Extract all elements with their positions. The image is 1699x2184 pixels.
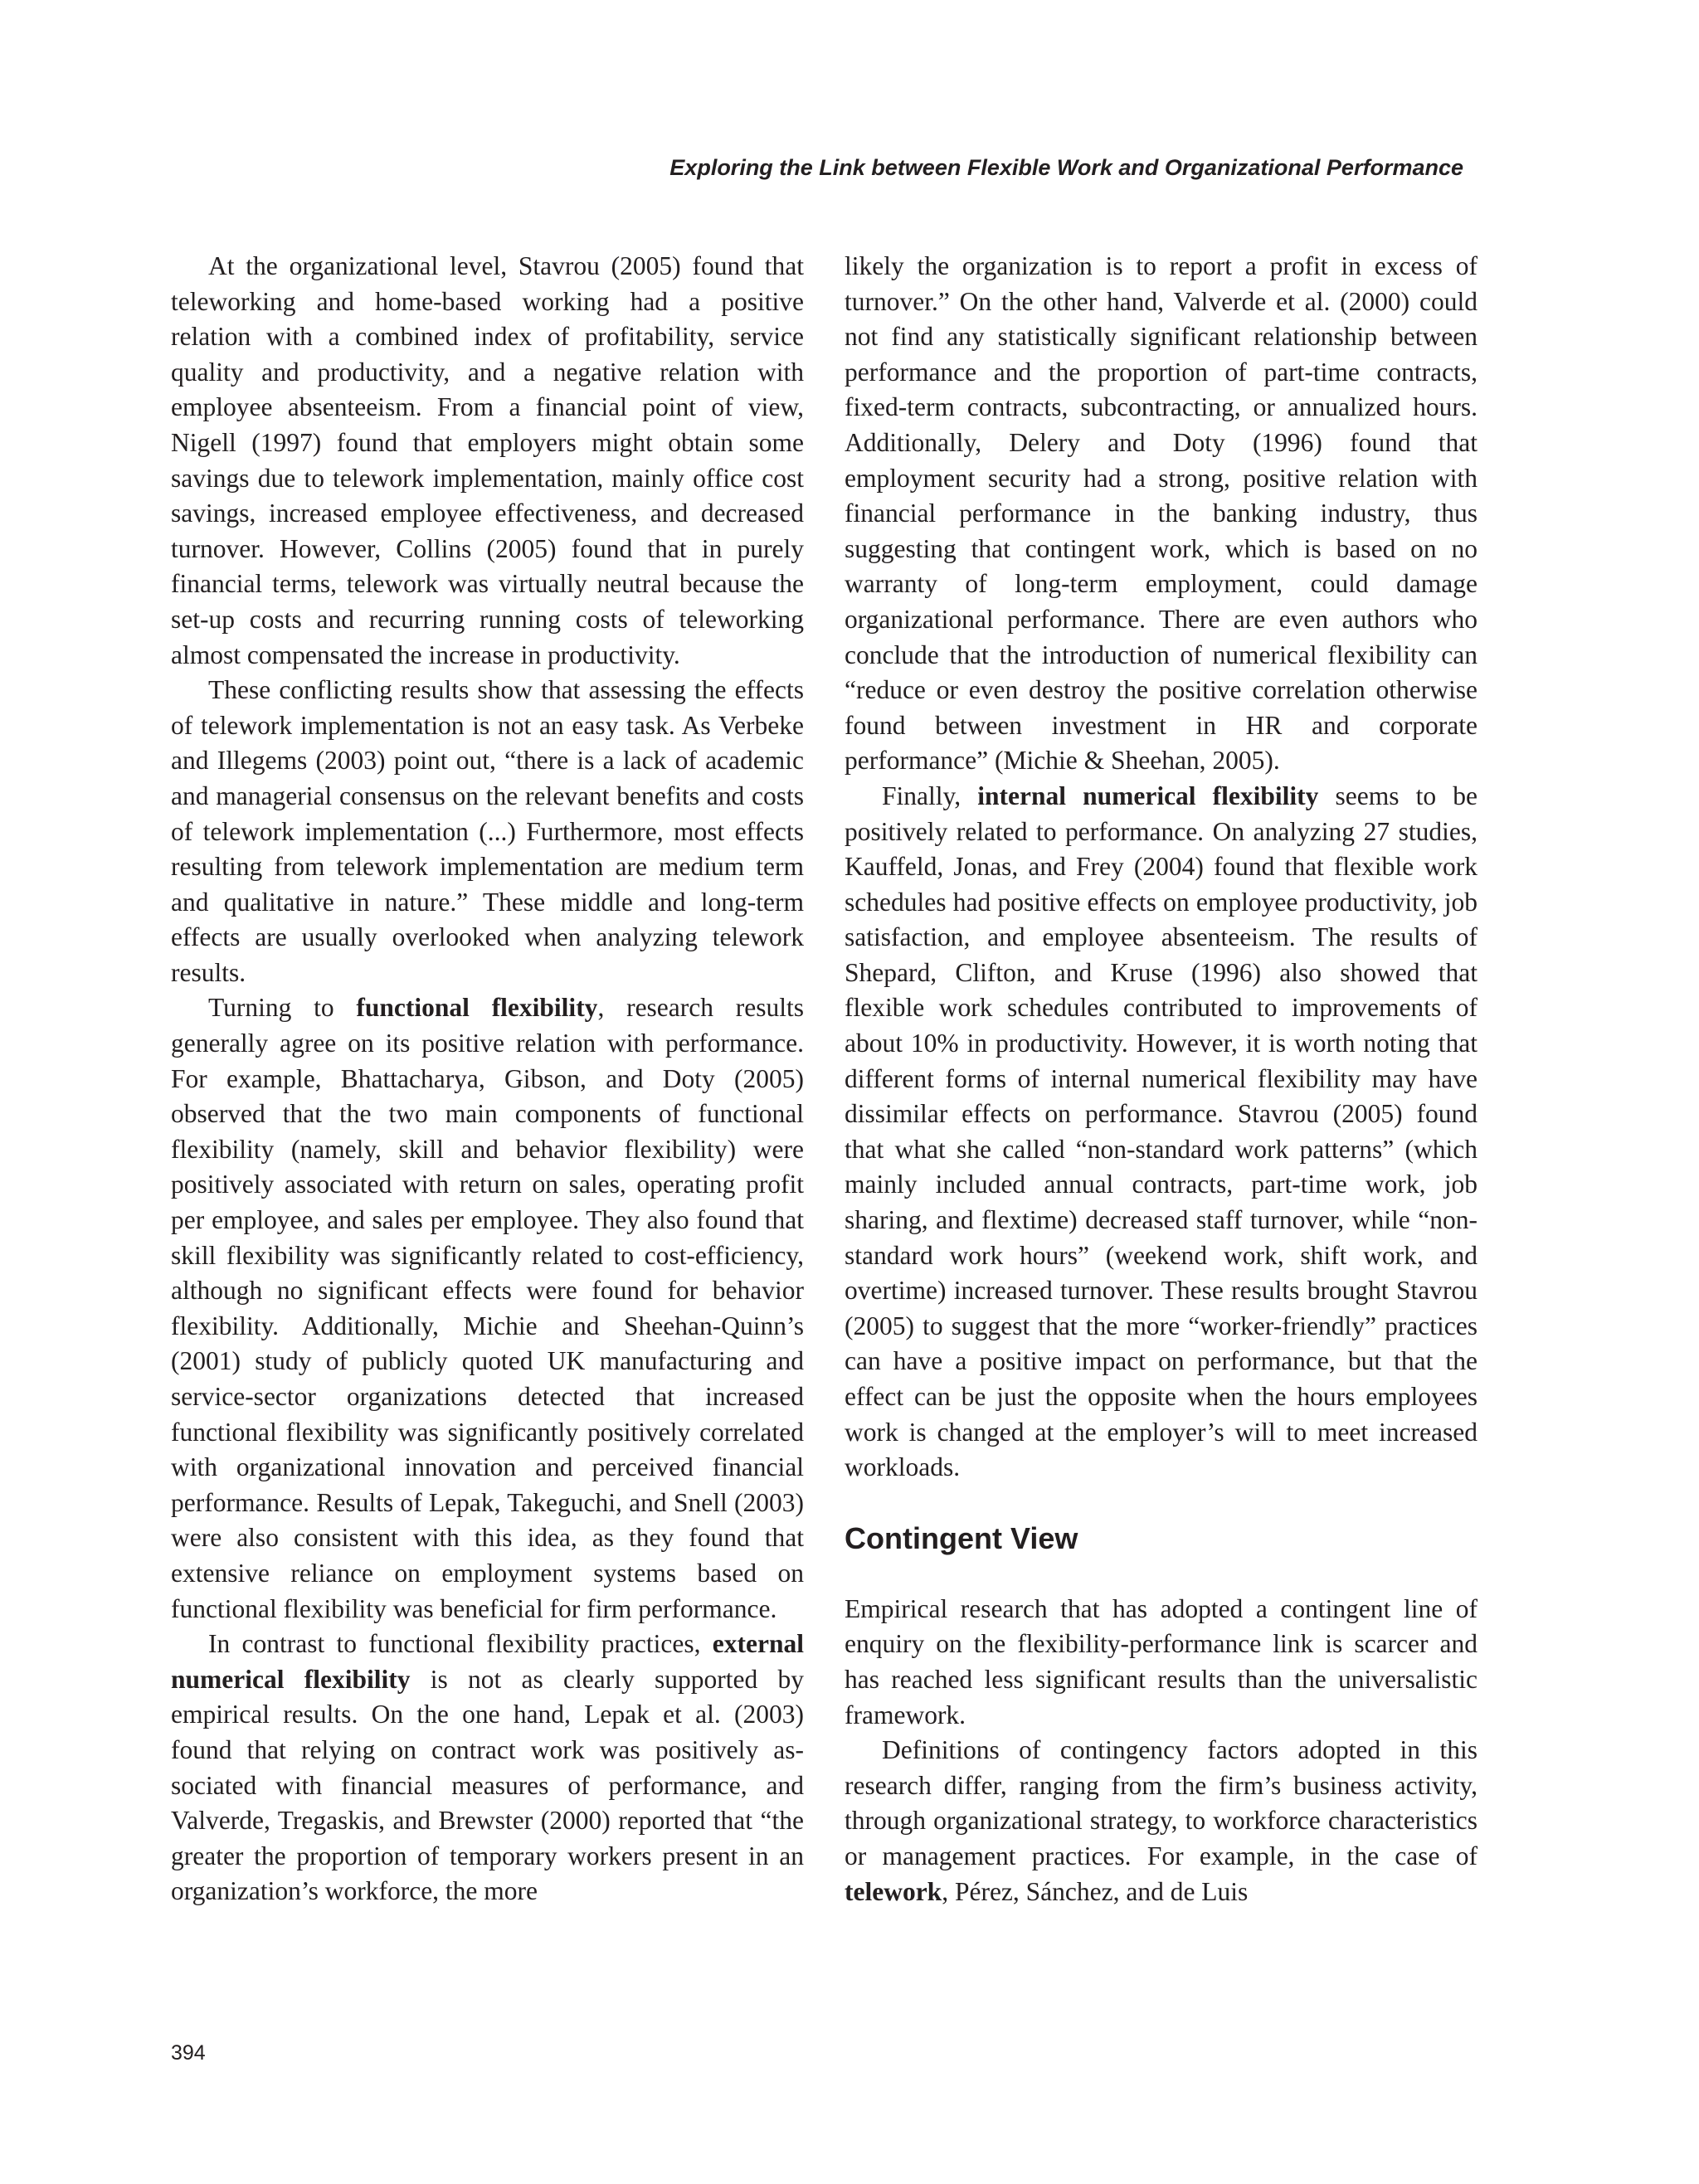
text-run: seems to be positively related to performance. On analyzing 27 studies, Kauffeld, Jonas, and Frey (2004) found that flexible work schedules had positive effects on employee productivity, job satisfaction, and employee absenteeism. The results of Shepard, Clifton, and Kruse (1996) also showed that flexible work schedules contributed to improvements of about 10% in productivity. However, it is worth noting that different forms of internal numerical flexibility may have dissimilar effects on performance. Stavrou (2005) found that what she called “non-standard work patterns” (which mainly included annual contracts, part-time work, job sharing, and flextime) decreased staff turnover, while “non-standard work hours” (weekend work, shift work, and overtime) increased turnover. These results brought Stavrou (2005) to suggest that the more “worker-friendly” practices can have a positive impact on performance, but that the effect can be just the opposite when the hours employees work is changed at the employer’s will to meet increased workloads. — [845, 781, 1477, 1482]
paragraph-functional-flexibility — [171, 990, 804, 1627]
text-run: In contrast to functional flexibility practices, — [208, 1629, 713, 1659]
text-run: Finally, — [882, 781, 978, 810]
right-column — [845, 249, 1477, 1909]
paragraph-contingent-research: Empirical research that has adopted a contingent line of enquiry on the flexibility-performance link is scarcer and has reached less significant results than the universalistic framework. — [845, 1593, 1477, 1729]
paragraph-conflicting-results: These conflicting results show that assessing the effects of telework implementation is not an easy task. As Verbeke and Illegems (2003) point out, “there is a lack of academic and managerial consensus on the relevant benefits and costs of telework implementation (...) Furthermore, most effects resulting from telework implementation are medium term and qualitative in nature.” These middle and long-term effects are usually overlooked when analyzing telework results. — [171, 675, 804, 987]
bold-term-internal-numerical-flexibility: internal numerical flexibility — [977, 781, 1319, 810]
paragraph-continued-profit: likely the organization is to report a profit in excess of turnover.” On the other hand, Valverde et al. (2000) could not find any statistically significant relationship between performance and the proportion of part-time contracts, fixed-term contracts, subcontracting, or annualized hours. Additionally, Delery and Doty (1996) found that employment security had a strong, positive relation with financial performance in the banking industry, thus suggesting that contingent work, which is based on no warranty of long-term employment, could damage organizational performance. There are even authors who conclude that the introduction of numerical flexibility can “reduce or even destroy the positive correlation otherwise found between investment in HR and corporate performance” (Michie & Sheehan, 2005). — [845, 251, 1477, 776]
bold-term-external-numerical-flexibility: external numerical flexibility — [171, 1629, 804, 1694]
page-number: 394 — [171, 2041, 206, 2065]
paragraph-contingency-factors — [845, 1733, 1477, 1909]
text-run: Turning to — [208, 993, 357, 1023]
bold-term-functional-flexibility: functional flexibility — [356, 993, 598, 1023]
paragraph-internal-numerical-flexibility — [845, 779, 1477, 1486]
section-heading-contingent-view: Contingent View — [845, 1520, 1078, 1555]
text-run: is not as clearly supported by empirical results. On the one hand, Lepak et al. (2003) found that relying on contract work was positively associated with financial measures of performance, and Valverde, Tregaskis, and Brewster (2000) reported that “the greater the proportion of temporary workers present in an organization’s workforce, the more — [171, 1664, 804, 1906]
paragraph-telework-organizational: At the organizational level, Stavrou (2005) found that teleworking and home-based working had a positive relation with a combined index of profitability, service quality and productivity, and a negative relation with employee absenteeism. From a financial point of view, Nigell (1997) found that employers might obtain some savings due to telework implementation, mainly office cost savings, increased employee effectiveness, and decreased turnover. However, Collins (2005) found that in purely financial terms, telework was virtually neutral because the set-up costs and recurring running costs of teleworking almost compensated the increase in productivity. — [171, 251, 804, 669]
text-run: , Pérez, Sánchez, and de Luis — [942, 1876, 1249, 1906]
text-run: , research results generally agree on its positive relation with performance. For example, Bhattacharya, Gibson, and Doty (2005) observed that the two main components of functional flexibility (namely, skill and behavior flexibility) were positively associated with return on sales, operating profit per employee, and sales per employee. They also found that skill flexibility was significantly related to cost-efficiency, although no significant effects were found for behavior flexibility. Additionally, Michie and Sheehan-Quinn’s (2001) study of publicly quoted UK manufacturing and service-sector organizations detected that increased functional flexibility was significantly positively correlated with organizational innovation and perceived financial performance. Results of Lepak, Takeguchi, and Snell (2003) were also consistent with this idea, as they found that extensive reliance on employment systems based on functional flexibility was beneficial for firm performance. — [171, 993, 804, 1623]
left-column — [171, 249, 804, 1909]
text-run: Definitions of contingency factors adopted in this research differ, ranging from the firm’s business activity, through organizational strategy, to workforce characteristics or management practices. For example, in the case of — [845, 1735, 1477, 1870]
running-header: Exploring the Link between Flexible Work and Organizational Performance — [669, 155, 1463, 180]
bold-term-telework: telework — [845, 1876, 942, 1906]
paragraph-external-numerical-flexibility — [171, 1627, 804, 1909]
